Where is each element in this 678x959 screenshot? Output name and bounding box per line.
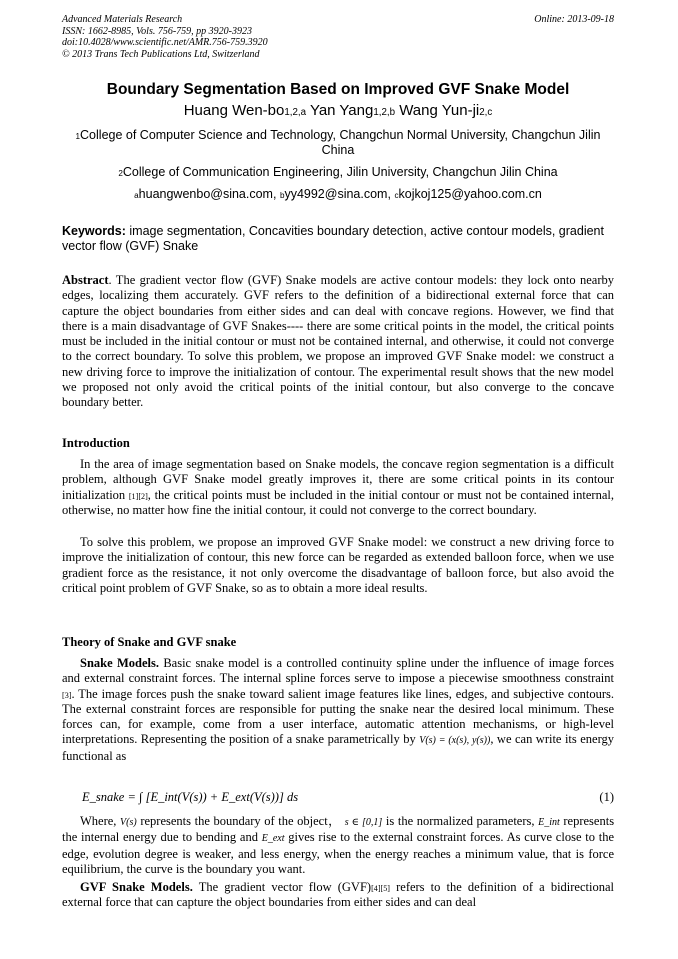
affiliation-sup: 1 (75, 132, 81, 141)
author-sup: 1,2,a (284, 107, 307, 118)
where-text: represents the internal energy due to bending and (62, 814, 615, 845)
journal-name: Advanced Materials Research (62, 14, 183, 25)
abstract-text: . The gradient vector flow (GVF) Snake models are active contour models: they lock onto nearby edges, localizing them accurately. GVF refers to the definition of a bidirectional external force that can capture the object boundaries from either sides and can deal with concave regions. However, we find that there is a main disadvantage of GVF Snakes---- there are some critical points in the model, the critical points must be included in the initial contour or must not be contained internal, and otherwise, it could not converge to the correct boundary. To solve this problem, we propose an improved GVF Snake model: we construct a new driving force to improve the initialization of contour. The experimental result shows that the new model we proposed not only avoid the critical points of the initial contour, but also converge to the concave boundary better. (62, 273, 614, 410)
email-list (62, 187, 614, 201)
copyright-line: © 2013 Trans Tech Publications Ltd, Switzerland (62, 48, 260, 60)
snake-text-c: , we can write its energy functional as (62, 732, 615, 763)
email-link[interactable]: huangwenbo@sina.com, (138, 187, 277, 201)
author-name: Yan Yang (309, 102, 374, 119)
keywords-label: Keywords: (62, 224, 126, 238)
citation-ref: [3] (62, 690, 72, 700)
abstract-block (62, 273, 614, 411)
where-paragraph (62, 814, 614, 877)
author-sup: 1,2,b (373, 107, 396, 118)
gvf-text-a: The gradient vector flow (GVF) (192, 880, 372, 894)
intro-text-2: To solve this problem, we propose an improved GVF Snake model: we construct a new driving force to improve the initialization of contour, this new force can be regarded as extended balloon force, when we use gradient force as the resistance, it not only overcome the disadvantage of balloon force, but also avoid the critical point problem of GVF Snake, so as to obtain a more ideal results. (62, 535, 614, 595)
inline-formula: E_ext (261, 833, 285, 845)
inline-formula: V(s) (120, 817, 137, 828)
email-link[interactable]: kojkoj125@yahoo.com.cn (398, 187, 542, 201)
abstract-label: Abstract (62, 273, 109, 287)
introduction-paragraph-1 (62, 457, 614, 518)
where-text: Where, (80, 814, 117, 828)
where-text: is the normalized parameters, (385, 814, 535, 828)
email-sup: a (134, 191, 139, 200)
affiliation-text: College of Computer Science and Technology, Changchun Normal University, Changchun Jilin (80, 128, 601, 142)
introduction-paragraph-2 (62, 535, 614, 596)
inline-formula: s ∈ [0,1] (344, 817, 383, 828)
author-name: Huang Wen-bo (183, 102, 285, 119)
where-text: gives rise to the external constraint forces. As curve close to the edge, evolution degree is weaker, and less energy, when the energy reaches a minimum value, that is force equilibrium, the curve is the boundary you want. (62, 830, 615, 876)
author-sup: 2,c (479, 107, 493, 118)
gvf-text-b: refers to the definition of a bidirectional external force that can capture the object boundaries from either sides and can deal (62, 880, 614, 910)
affiliation-text-cont: China (321, 143, 355, 157)
introduction-heading: Introduction (62, 436, 130, 450)
snake-models-label: Snake Models. (80, 656, 159, 670)
email-sup: c (394, 191, 399, 200)
theory-heading: Theory of Snake and GVF snake (62, 635, 237, 649)
snake-models-paragraph (62, 656, 614, 764)
publication-header (62, 14, 614, 60)
keywords-block (62, 224, 614, 254)
gvf-models-paragraph (62, 880, 614, 911)
paper-title: Boundary Segmentation Based on Improved GVF Snake Model (106, 81, 570, 98)
affiliation-2 (62, 165, 614, 180)
issn-line: ISSN: 1662-8985, Vols. 756-759, pp 3920-3923 (62, 25, 252, 37)
citation-ref: [1][2] (128, 491, 148, 501)
affiliation-text: College of Communication Engineering, Jilin University, Changchun Jilin China (122, 165, 558, 179)
email-sup: b (279, 191, 285, 200)
affiliation-sup: 2 (118, 169, 123, 178)
author-name: Wang Yun-ji (399, 102, 480, 119)
where-text: represents the boundary of the object， (140, 814, 342, 828)
affiliation-1 (62, 128, 614, 158)
intro-text: In the area of image segmentation based on Snake models, the concave region segmentation is a difficult problem, although GVF Snake model greatly improves it, there are some critical points in its contour initialization (62, 457, 614, 502)
equation-expression: E_snake = ∫ [E_int(V(s)) + E_ext(V(s))] ds (82, 790, 299, 804)
keywords-text: image segmentation, Concavities boundary detection, active contour models, gradient vector flow (GVF) Snake (62, 224, 604, 253)
inline-formula: E_int (538, 817, 560, 828)
citation-ref: [4][5] (371, 884, 390, 893)
snake-text-b: . The image forces push the snake toward salient image features like lines, edges, and subjective contours. The external constraint forces are responsible for putting the snake near the desired local minimum. These forces can, for example, come from a user interface, automatic attention mechanisms, or high-level interpretations. Representing the position of a snake parametrically by (62, 686, 614, 747)
online-date: Online: 2013-09-18 (534, 14, 614, 25)
doi-line: doi:10.4028/www.scientific.net/AMR.756-759.3920 (62, 37, 268, 48)
email-link[interactable]: yy4992@sina.com, (284, 187, 391, 201)
gvf-models-label: GVF Snake Models. (80, 880, 193, 894)
author-list (62, 102, 614, 119)
snake-text-a: Basic snake model is a controlled continuity spline under the influence of image forces and external constraint forces. The internal spline forces serve to impose a piecewise smoothness constraint (62, 656, 614, 686)
intro-text-cont: , the critical points must be included in the initial contour or must not be contained internal, otherwise, no matter how fine the initial contour, it could not converge to the correct boundary. (62, 487, 614, 517)
equation-number: (1) (599, 790, 614, 804)
equation-1 (62, 786, 614, 810)
inline-formula: V(s) = (x(s), y(s)) (419, 735, 491, 747)
